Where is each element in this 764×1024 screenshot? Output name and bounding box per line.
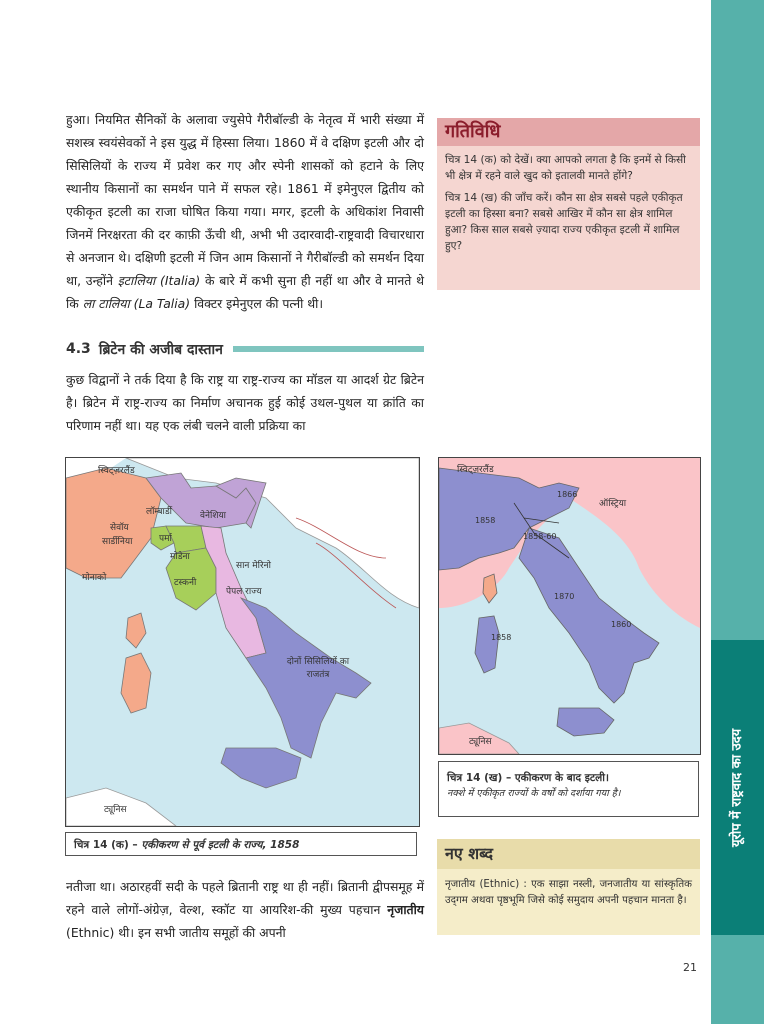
year-1858-sardinia: 1858 — [491, 633, 512, 642]
label-tuscany: टस्कनी — [174, 578, 197, 588]
label-venetia: वेनेशिया — [200, 511, 227, 521]
activity-box — [437, 118, 700, 290]
year-1858-north: 1858 — [475, 516, 496, 525]
year-1870: 1870 — [554, 592, 575, 601]
label-switzerland: स्विट्ज़रलैंड — [98, 466, 135, 476]
figure-caption-a: चित्र 14 (क) – एकीकरण से पूर्व इटली के राज्य, 1858 — [65, 832, 417, 856]
year-1860: 1860 — [611, 620, 632, 629]
body-paragraph-2: कुछ विद्वानों ने तर्क दिया है कि राष्ट्र या राष्ट्र-राज्य का मॉडल या आदर्श ग्रेट ब्रिटेन है। ब्रिटेन में राष्ट्र-राज्य का निर्माण अचानक हुई कोई उथल-पुथल या क्रांति का परिणाम नहीं था। यह एक लंबी चलने वाली प्रक्रिया का — [66, 372, 424, 433]
page-number: 21 — [683, 961, 697, 974]
label-sardinia: सार्डीनिया — [102, 537, 133, 547]
label-modena: मोडेना — [170, 552, 190, 562]
figure-caption-b: चित्र 14 (ख) – एकीकरण के बाद इटली। नक्शे में एकीकृत राज्यों के वर्षों को दर्शाया गया है। — [438, 761, 699, 817]
new-words-definition: नृजातीय (Ethnic) : एक साझा नस्ली, जनजातीय या सांस्कृतिक उद्‌गम अथवा पृष्ठभूमि जिसे कोई समुदाय अपनी पहचान मानता है। — [445, 879, 692, 906]
label-tunis: ट्यूनिस — [104, 805, 127, 815]
body-paragraph-3: नतीजा था। अठारहवीं सदी के पहले ब्रितानी राष्ट्र था ही नहीं। ब्रितानी द्वीपसमूह में रहने वाले लोगों-अंग्रेज़, वेल्श, स्कॉट या आयरिश-की मुख्य पहचान नृजातीय (Ethnic) थी। इन सभी जातीय समूहों की अपनी — [66, 879, 424, 940]
chapter-title: यूरोप में राष्ट्रवाद का उदय — [729, 728, 745, 847]
label-papal-states: पेपल राज्य — [226, 587, 262, 597]
section-title: ब्रिटेन की अजीब दास्तान — [98, 341, 223, 358]
activity-title: गतिविधि — [437, 118, 700, 146]
section-number: 4.3 — [66, 341, 91, 357]
new-words-box — [437, 839, 700, 935]
label-savoy: सेवॉय — [110, 523, 129, 533]
label-san-marino: सान मेरिनो — [236, 561, 271, 571]
section-heading — [66, 338, 424, 360]
label-switzerland-b: स्विट्ज़रलैंड — [457, 465, 494, 475]
year-1858-60: 1858-60 — [523, 532, 557, 541]
label-monaco: मोनाको — [82, 573, 107, 583]
label-austria: ऑस्ट्रिया — [599, 499, 627, 509]
body-paragraph-1: हुआ। नियमित सैनिकों के अलावा ज्युसेपे गैरीबॉल्डी के नेतृत्व में भारी संख्या में सशस्त्र स्वयंसेवकों ने इस युद्ध में हिस्सा लिया। 1860 में वे दक्षिण इटली और दो सिसिलियों के राज्य में प्रवेश कर गए और स्पेनी शासकों को हटाने के लिए स्थानीय किसानों का समर्थन पाने में सफल रहे। 1861 में इमेनुएल द्वितीय को एकीकृत इटली का राजा घोषित किया गया। मगर, इटली के अधिकांश निवासी जिनमें निरक्षरता की दर काफ़ी ऊँची थी, अभी भी उदारवादी-राष्ट्रवादी विचारधारा से अनजान थे। दक्षिणी इटली में जिन आम किसानों ने गैरीबॉल्डी को समर्थन दिया था, उन्होंने इटालिया (Italia) के बारे में कभी सुना ही नहीं था और वे मानते थे कि ला टालिया (La Talia) विक्टर इमेनुएल की पत्नी थी। — [66, 112, 424, 311]
label-lombardy: लॉम्बार्डी — [146, 507, 172, 517]
label-tunis-b: ट्यूनिस — [469, 737, 492, 747]
year-1866: 1866 — [557, 490, 578, 499]
section-rule — [233, 346, 424, 352]
new-words-title: नए शब्द — [437, 839, 700, 869]
activity-question-1: चित्र 14 (क) को देखें। क्या आपको लगता है कि इनमें से किसी भी क्षेत्र में रहने वाले खुद को इतालवी मानते होंगे? — [445, 154, 686, 182]
label-two-sicilies: दोनों सिसिलियों का राजतंत्र — [286, 657, 350, 680]
label-parma: पर्मा — [159, 534, 172, 544]
figure-caption-b-sub: नक्शे में एकीकृत राज्यों के वर्षों को दर्शाया गया है। — [447, 788, 621, 799]
map-italy-unified — [438, 457, 701, 755]
map-italy-1858 — [65, 457, 420, 827]
activity-question-2: चित्र 14 (ख) की जाँच करें। कौन सा क्षेत्र सबसे पहले एकीकृत इटली का हिस्सा बना? सबसे आखिर में कौन सा क्षेत्र शामिल हुआ? किस साल सबसे ज़्यादा राज्य एकीकृत इटली में शामिल हुए? — [445, 192, 683, 252]
